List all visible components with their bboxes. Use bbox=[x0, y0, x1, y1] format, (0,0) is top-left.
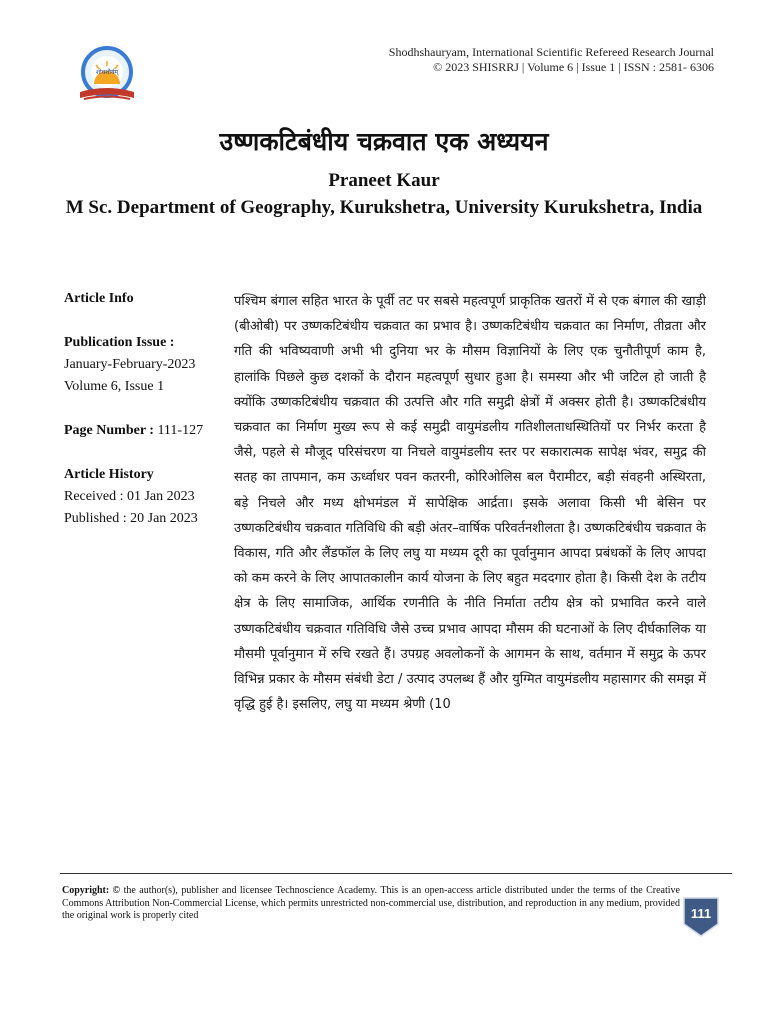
journal-header bbox=[389, 45, 714, 75]
journal-name: Shodhshauryam, International Scientific Refereed Research Journal bbox=[388, 45, 714, 59]
publication-period: January-February-2023 bbox=[64, 357, 196, 372]
received-date: Received : 01 Jan 2023 bbox=[64, 489, 195, 504]
page-number: 111 bbox=[690, 906, 712, 921]
volume-issue: Volume 6, Issue 1 bbox=[64, 379, 165, 394]
page-number-value: 111-127 bbox=[153, 423, 204, 438]
published-date: Published : 20 Jan 2023 bbox=[64, 511, 198, 526]
issue-info: © 2023 SHISRRJ | Volume 6 | Issue 1 | ISSN : 2581- 6306 bbox=[433, 60, 714, 74]
article-info-sidebar bbox=[64, 288, 234, 530]
copyright-label: Copyright: © bbox=[62, 885, 121, 896]
journal-logo-icon bbox=[72, 44, 142, 108]
journal-logo bbox=[72, 44, 142, 108]
author-name: Praneet Kaur bbox=[328, 170, 440, 191]
logo-lettering: शोधशौर्यम् bbox=[95, 69, 119, 76]
copyright-text: the author(s), publisher and licensee Technoscience Academy. This is an open-access article distributed under the terms of the Creative Commons Attribution Non-Commercial License, which permits unrestricted non-commercial use, distribution, and reproduction in any medium, provided the original work is properly cited bbox=[62, 885, 680, 921]
copyright-notice bbox=[62, 885, 680, 923]
article-info-label: Article Info bbox=[64, 291, 134, 306]
article-title: उष्णकटिबंधीय चक्रवात एक अध्ययन bbox=[219, 127, 549, 156]
page-number-row bbox=[64, 420, 234, 442]
abstract-paragraph: पश्चिम बंगाल सहित भारत के पूर्वी तट पर सबसे महत्वपूर्ण प्राकृतिक खतरों में से एक बंगाल की खाड़ी (बीओबी) पर उष्णकटिबंधीय चक्रवात का प्रभाव है। उष्णकटिबंधीय चक्रवात का निर्माण, तीव्रता और गति की भविष्यवाणी अभी भी दुनिया भर के मौसम विज्ञानियों के लिए एक चुनौतीपूर्ण काम है, हालांकि पिछले कुछ दशकों के दौरान महत्वपूर्ण सुधार हुआ है। समस्या और भी जटिल हो जाती है क्योंकि उष्णकटिबंधीय चक्रवात की उत्पत्ति और गति समुद्री क्षेत्रों में अक्सर होती है। उष्णकटिबंधीय चक्रवात का निर्माण मुख्य रूप से कई समुद्री वायुमंडलीय गतिशीलताधस्थितियों पर निर्भर करता है जैसे, पहले से मौजूद परिसंचरण या निचले वायुमंडलीय स्तर पर सकारात्मक सापेक्ष भंवर, समुद्र की सतह का तापमान, कम ऊर्ध्वाधर पवन कतरनी, कोरिओलिस बल पैरामीटर, बड़ी संवहनी अस्थिरता, बड़े निचले और मध्य क्षोभमंडल में सापेक्षिक आर्द्रता। इसके अलावा किसी भी बेसिन पर उष्णकटिबंधीय चक्रवात गतिविधि की बड़ी अंतर–वार्षिक परिवर्तनशीलता है। उष्णकटिबंधीय चक्रवात के विकास, गति और लैंडफॉल के लिए लघु या मध्यम दूरी का पूर्वानुमान आपदा प्रबंधकों के लिए आपदा को कम करने के लिए आपातकालीन कार्य योजना के लिए बहुत मददगार होता है। किसी देश के तटीय क्षेत्र के लिए सामाजिक, आर्थिक रणनीति के नीति निर्माता तटीय क्षेत्र को प्रभावित करने वाले उष्णकटिबंधीय चक्रवात गतिविधि जैसे उच्च प्रभाव आपदा मौसम की घटनाओं के लिए दीर्घकालिक या मौसमी पूर्वानुमान में रुचि रखते हैं। उपग्रह अवलोकनों के आगमन के साथ, वर्तमान में समुद्र के ऊपर विभिन्न प्रकार के मौसम संबंधी डेटा / उत्पाद उपलब्ध हैं और युग्मित वायुमंडलीय महासागर की समझ में वृद्धि हुई है। इसलिए, लघु या मध्यम श्रेणी (10 bbox=[234, 294, 706, 713]
article-history-label: Article History bbox=[64, 467, 154, 482]
author-affiliation: M Sc. Department of Geography, Kurukshetra, University Kurukshetra, India bbox=[65, 197, 703, 218]
footer-divider bbox=[60, 873, 732, 874]
page-number-label: Page Number : bbox=[64, 423, 154, 438]
page-number-badge bbox=[682, 896, 720, 938]
publication-issue-label: Publication Issue : bbox=[64, 335, 175, 350]
